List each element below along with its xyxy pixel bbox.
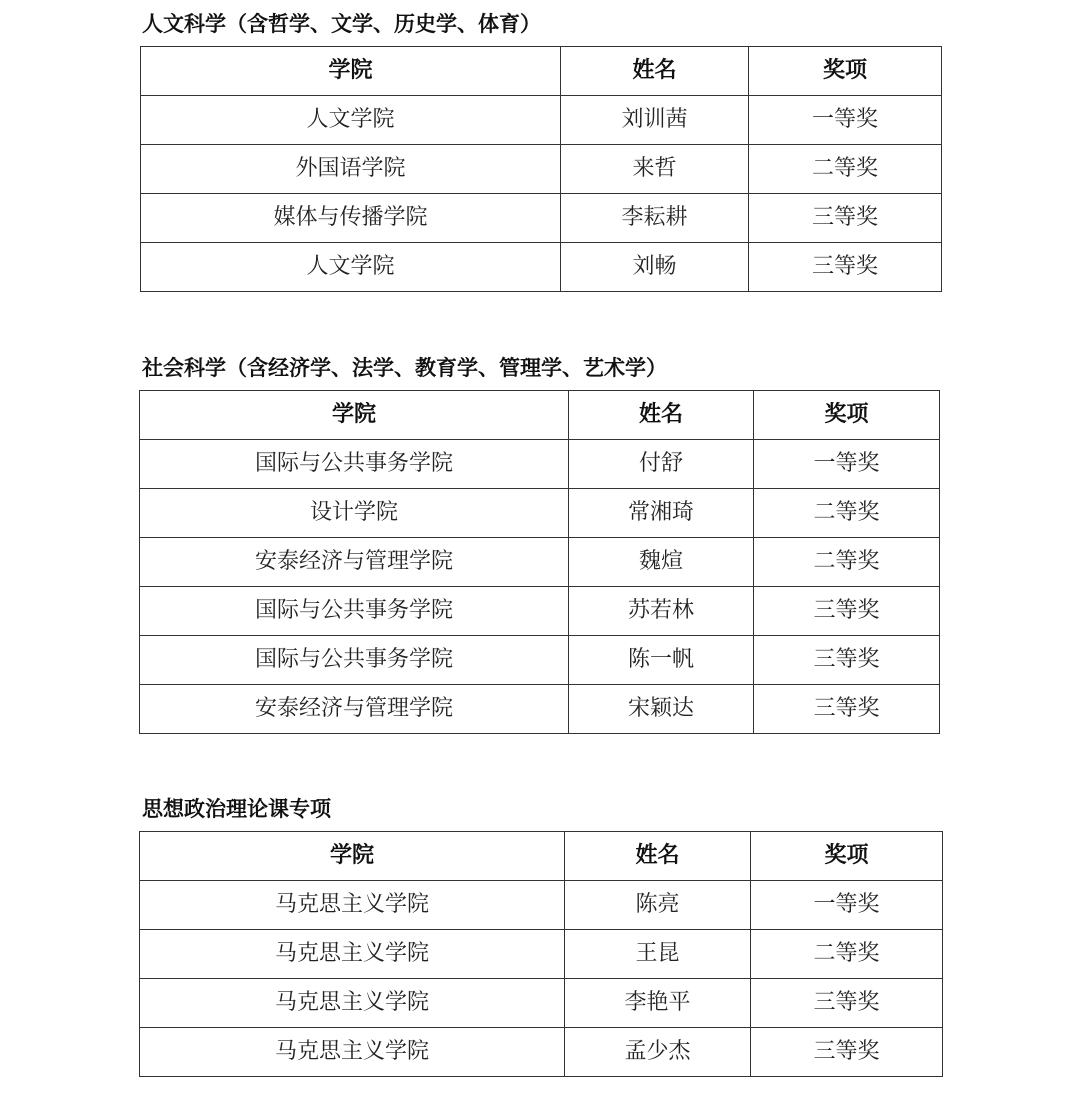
college-cell: 马克思主义学院: [140, 979, 565, 1028]
award-cell: 三等奖: [749, 243, 942, 292]
column-header-college: 学院: [140, 391, 569, 440]
table-row: [141, 96, 942, 145]
award-cell: 三等奖: [754, 685, 940, 734]
award-cell: 二等奖: [754, 489, 940, 538]
college-cell: 设计学院: [140, 489, 569, 538]
table-row: [141, 194, 942, 243]
college-cell: 国际与公共事务学院: [140, 587, 569, 636]
college-cell: 安泰经济与管理学院: [140, 685, 569, 734]
name-cell: 陈亮: [565, 881, 751, 930]
name-cell: 李耘耕: [561, 194, 749, 243]
name-cell: 付舒: [569, 440, 754, 489]
column-header-name: 姓名: [569, 391, 754, 440]
table-row: [140, 930, 943, 979]
table-row: [140, 881, 943, 930]
name-cell: 来哲: [561, 145, 749, 194]
college-cell: 媒体与传播学院: [141, 194, 561, 243]
award-cell: 一等奖: [751, 881, 943, 930]
column-header-name: 姓名: [565, 832, 751, 881]
table-row: [140, 587, 940, 636]
table-row: [140, 685, 940, 734]
section-title-ideological-political: 思想政治理论课专项: [142, 797, 331, 821]
name-cell: 李艳平: [565, 979, 751, 1028]
college-cell: 外国语学院: [141, 145, 561, 194]
name-cell: 魏煊: [569, 538, 754, 587]
column-header-award: 奖项: [751, 832, 943, 881]
table-row: [140, 440, 940, 489]
award-cell: 三等奖: [751, 1028, 943, 1077]
name-cell: 苏若林: [569, 587, 754, 636]
column-header-name: 姓名: [561, 47, 749, 96]
column-header-college: 学院: [140, 832, 565, 881]
college-cell: 国际与公共事务学院: [140, 440, 569, 489]
award-cell: 三等奖: [754, 587, 940, 636]
table-header-row: [141, 47, 942, 96]
award-cell: 一等奖: [749, 96, 942, 145]
name-cell: 王昆: [565, 930, 751, 979]
table-row: [140, 489, 940, 538]
table-row: [140, 1028, 943, 1077]
name-cell: 孟少杰: [565, 1028, 751, 1077]
table-header-row: [140, 391, 940, 440]
college-cell: 马克思主义学院: [140, 881, 565, 930]
table-row: [140, 979, 943, 1028]
college-cell: 马克思主义学院: [140, 930, 565, 979]
name-cell: 刘训茜: [561, 96, 749, 145]
section-title-humanities: 人文科学（含哲学、文学、历史学、体育）: [142, 12, 541, 36]
award-cell: 三等奖: [749, 194, 942, 243]
column-header-college: 学院: [141, 47, 561, 96]
name-cell: 陈一帆: [569, 636, 754, 685]
award-cell: 二等奖: [751, 930, 943, 979]
college-cell: 安泰经济与管理学院: [140, 538, 569, 587]
award-table-social-sciences: [139, 390, 940, 734]
column-header-award: 奖项: [754, 391, 940, 440]
section-title-social-sciences: 社会科学（含经济学、法学、教育学、管理学、艺术学）: [142, 356, 667, 380]
award-cell: 三等奖: [751, 979, 943, 1028]
table-row: [140, 538, 940, 587]
table-row: [141, 243, 942, 292]
award-cell: 二等奖: [754, 538, 940, 587]
college-cell: 国际与公共事务学院: [140, 636, 569, 685]
award-cell: 一等奖: [754, 440, 940, 489]
award-cell: 三等奖: [754, 636, 940, 685]
college-cell: 马克思主义学院: [140, 1028, 565, 1077]
award-table-ideological-political: [139, 831, 943, 1077]
table-header-row: [140, 832, 943, 881]
award-table-humanities: [140, 46, 942, 292]
column-header-award: 奖项: [749, 47, 942, 96]
name-cell: 刘畅: [561, 243, 749, 292]
college-cell: 人文学院: [141, 96, 561, 145]
name-cell: 宋颖达: [569, 685, 754, 734]
college-cell: 人文学院: [141, 243, 561, 292]
table-row: [140, 636, 940, 685]
name-cell: 常湘琦: [569, 489, 754, 538]
table-row: [141, 145, 942, 194]
award-cell: 二等奖: [749, 145, 942, 194]
